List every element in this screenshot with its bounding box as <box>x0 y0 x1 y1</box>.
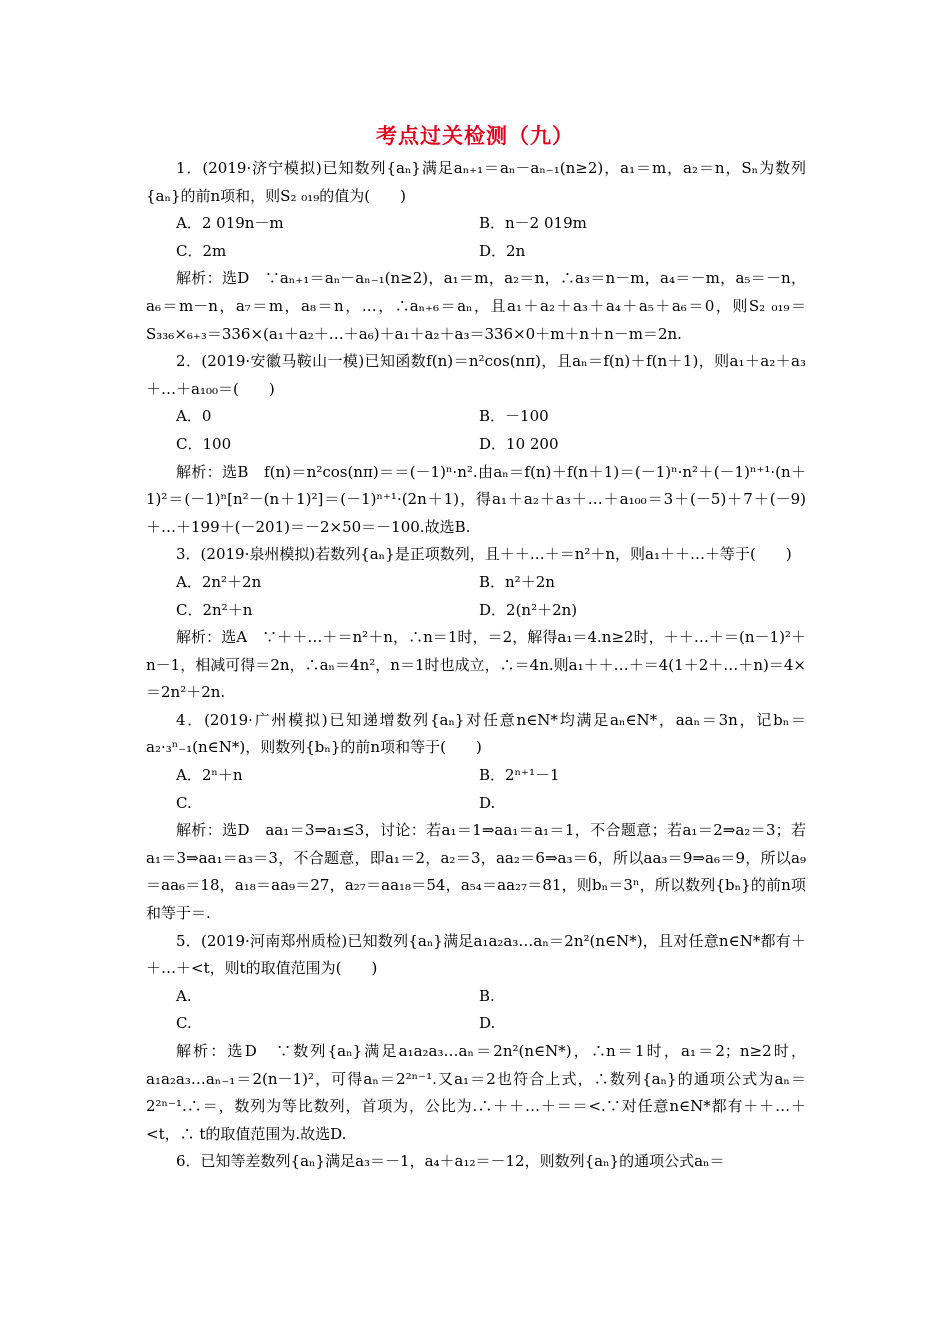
analysis: 解析：选D ∵数列{aₙ}满足a₁a₂a₃…aₙ＝2n²(n∈N*)，∴n＝1时，a₁＝2；n≥2时，a₁a₂a₃…aₙ₋₁＝2(n－1)²，可得aₙ＝2²ⁿ⁻¹.又a₁＝2也符合上式，∴数列{aₙ}的通项公式为aₙ＝2²ⁿ⁻¹.∴＝，数列为等比数列，首项为，公比为.∴＋＋…＋＝＝<.∵对任意n∈N*都有＋＋…＋<t，∴ t的取值范围为.故选D. <box>146 1042 806 1143</box>
option-b: B．n²＋2n <box>479 572 555 591</box>
question-stem: 5．(2019·河南郑州质检)已知数列{aₙ}满足a₁a₂a₃…aₙ＝2n²(n∈N*)，且对任意n∈N*都有＋＋…＋<t，则t的取值范围为( ) <box>146 931 806 978</box>
option-d: D．2(n²＋2n) <box>479 600 578 619</box>
question-list <box>146 155 806 1176</box>
options-row <box>146 431 806 459</box>
option-d: D．2n <box>479 241 526 260</box>
option-a: A．0 <box>176 407 212 426</box>
question-3 <box>146 541 806 707</box>
question-stem: 4．(2019·广州模拟)已知递增数列{aₙ}对任意n∈N*均满足aₙ∈N*，aaₙ＝3n，记bₙ＝a₂·₃ⁿ₋₁(n∈N*)，则数列{bₙ}的前n项和等于( ) <box>146 710 806 757</box>
question-stem: 2．(2019·安徽马鞍山一模)已知函数f(n)＝n²cos(nπ)，且aₙ＝f(n)＋f(n＋1)，则a₁＋a₂＋a₃＋…＋a₁₀₀＝( ) <box>146 352 806 398</box>
option-b: B. <box>479 986 495 1005</box>
option-a: A．2n²＋2n <box>176 572 262 591</box>
question-2 <box>146 348 806 541</box>
options-row <box>146 790 806 818</box>
options-row <box>146 983 806 1011</box>
option-c: C. <box>176 1014 192 1033</box>
option-b: B．2ⁿ⁺¹－1 <box>479 766 560 785</box>
options-row <box>146 238 806 266</box>
options-row <box>146 1010 806 1038</box>
options-row <box>146 210 806 238</box>
option-d: D. <box>479 1014 496 1033</box>
option-b: B．n－2 019m <box>479 214 587 233</box>
analysis: 解析：选A ∵＋＋…＋＝n²＋n，∴n＝1时，＝2，解得a₁＝4.n≥2时，＋＋…＋＝(n－1)²＋n－1，相减可得＝2n，∴aₙ＝4n²，n＝1时也成立，∴＝4n.则a₁＋＋…＋＝4(1＋2＋…＋n)＝4×＝2n²＋2n. <box>146 628 806 702</box>
question-1 <box>146 155 806 348</box>
option-a: A. <box>176 986 192 1005</box>
option-c: C. <box>176 793 192 812</box>
option-c: C．2n²＋n <box>176 600 253 619</box>
options-row <box>146 569 806 597</box>
option-d: D．10 200 <box>479 434 559 453</box>
options-row <box>146 403 806 431</box>
question-5 <box>146 928 806 1149</box>
option-a: A．2ⁿ＋n <box>176 766 243 785</box>
question-4 <box>146 707 806 928</box>
option-b: B．－100 <box>479 407 549 426</box>
options-row <box>146 762 806 790</box>
question-stem: 6．已知等差数列{aₙ}满足a₃＝－1，a₄＋a₁₂＝－12，则数列{aₙ}的通项公式aₙ＝ <box>176 1152 725 1171</box>
question-6 <box>146 1148 806 1176</box>
options-row <box>146 597 806 625</box>
option-c: C．100 <box>176 434 232 453</box>
option-a: A．2 019n－m <box>176 214 284 233</box>
analysis: 解析：选D aa₁＝3⇒a₁≤3，讨论：若a₁＝1⇒aa₁＝a₁＝1，不合题意；若a₁＝2⇒a₂＝3；若a₁＝3⇒aa₁＝a₃＝3，不合题意，即a₁＝2，a₂＝3，aa₂＝6⇒a₃＝6，所以aa₃＝9⇒a₆＝9，所以a₉＝aa₆＝18，a₁₈＝aa₉＝27，a₂₇＝aa₁₈＝54，a₅₄＝aa₂₇＝81，则bₙ＝3ⁿ，所以数列{bₙ}的前n项和等于＝. <box>146 821 806 923</box>
question-stem: 3．(2019·泉州模拟)若数列{aₙ}是正项数列，且＋＋…＋＝n²＋n，则a₁＋＋…＋等于( ) <box>176 545 792 564</box>
option-c: C．2m <box>176 241 227 260</box>
question-stem: 1．(2019·济宁模拟)已知数列{aₙ}满足aₙ₊₁＝aₙ－aₙ₋₁(n≥2)，a₁＝m，a₂＝n，Sₙ为数列{aₙ}的前n项和，则S₂ ₀₁₉的值为( ) <box>146 159 806 205</box>
analysis: 解析：选D ∵aₙ₊₁＝aₙ－aₙ₋₁(n≥2)，a₁＝m，a₂＝n，∴a₃＝n－m，a₄＝－m，a₅＝－n，a₆＝m－n，a₇＝m，a₈＝n，…，∴aₙ₊₆＝aₙ，且a₁＋a₂＋a₃＋a₄＋a₅＋a₆＝0，则S₂ ₀₁₉＝S₃₃₆×₆₊₃＝336×(a₁＋a₂＋…＋a₆)＋a₁＋a₂＋a₃＝336×0＋m＋n＋n－m＝2n. <box>146 269 806 343</box>
analysis: 解析：选B f(n)＝n²cos(nπ)＝＝(－1)ⁿ·n².由aₙ＝f(n)＋f(n＋1)＝(－1)ⁿ·n²＋(－1)ⁿ⁺¹·(n＋1)²＝(－1)ⁿ[n²－(n＋1)²]＝(－1)ⁿ⁺¹·(2n＋1)，得a₁＋a₂＋a₃＋…＋a₁₀₀＝3＋(－5)＋7＋(－9)＋…＋199＋(－201)＝－2×50＝－100.故选B. <box>146 462 806 536</box>
option-d: D. <box>479 793 496 812</box>
page-title: 考点过关检测（九） <box>376 124 574 148</box>
